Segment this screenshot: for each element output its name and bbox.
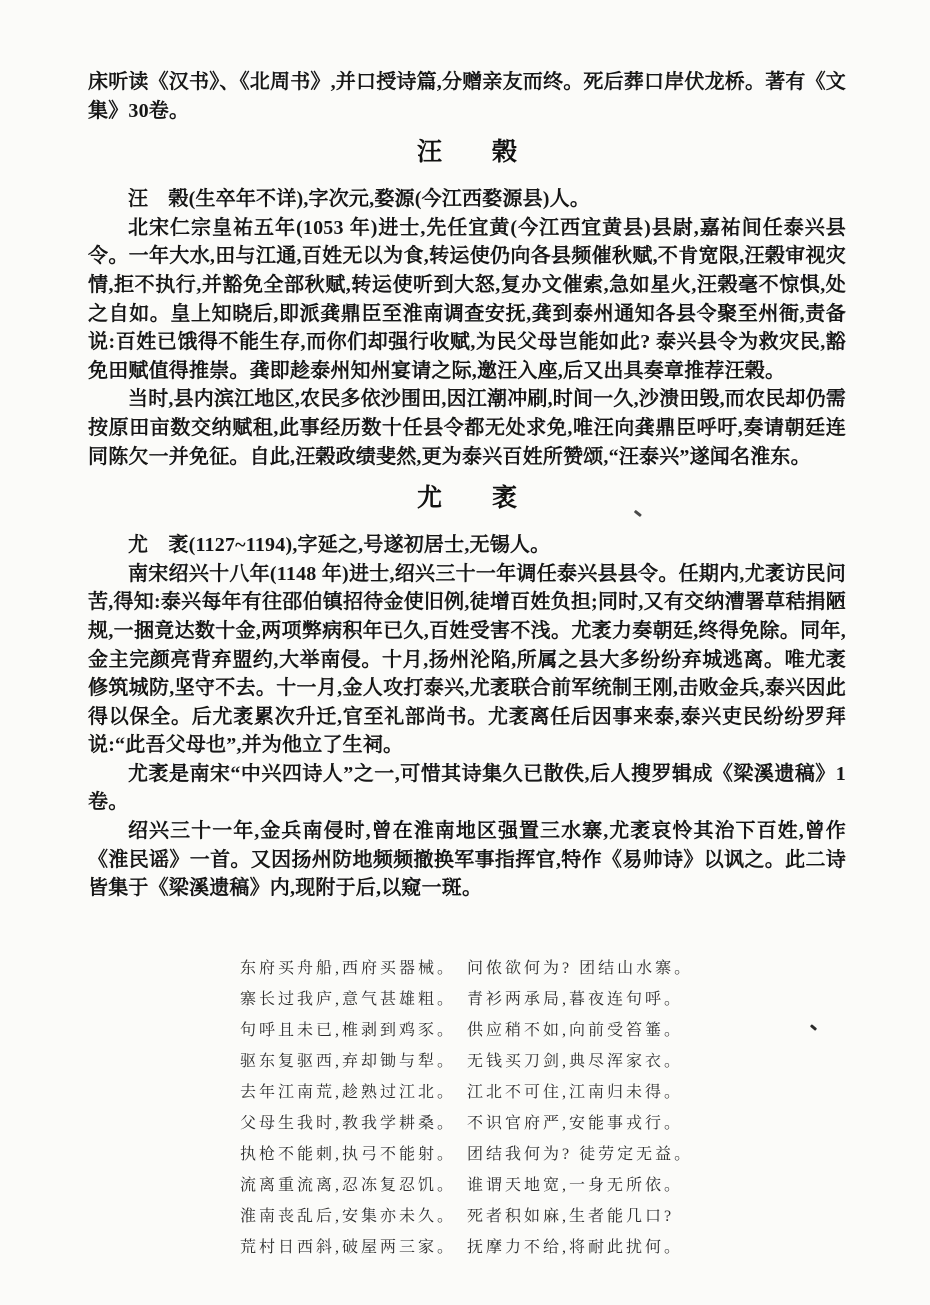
poem-line: 句呼且未已,椎剥到鸡豕。 供应稍不如,向前受笞箠。	[240, 1021, 684, 1039]
poem-line: 父母生我时,教我学耕桑。 不识官府严,安能事戎行。	[240, 1114, 684, 1132]
body-paragraph: 汪 榖(生卒年不详),字次元,婺源(今江西婺源县)人。	[128, 188, 591, 211]
body-paragraph: 当时,县内滨江地区,农民多依沙围田,因江潮冲刷,时间一久,沙溃田毁,而农民却仍需按原田亩数交纳赋租,此事经历数十任县令都无处求免,唯汪向龚鼎臣呼吁,奏请朝廷连同陈欠一并免征。自此,汪榖政绩斐然,更为泰兴百姓所赞颂,“汪泰兴”遂闻名淮东。	[88, 388, 846, 468]
poem-line: 淮南丧乱后,安集亦未久。 死者积如麻,生者能几口?	[240, 1207, 675, 1225]
poem-line: 执枪不能刺,执弓不能射。 团结我何为? 徒劳定无益。	[240, 1145, 694, 1163]
continuation-paragraph: 床听读《汉书》、《北周书》,并口授诗篇,分赠亲友而终。死后葬口岸伏龙桥。著有《文集》30卷。	[88, 71, 846, 122]
poem-line: 荒村日西斜,破屋两三家。 抚摩力不给,将耐此扰何。	[240, 1238, 684, 1256]
body-paragraph: 南宋绍兴十八年(1148 年)进士,绍兴三十一年调任泰兴县县令。任期内,尤袤访民问苦,得知:泰兴每年有往邵伯镇招待金使旧例,徒增百姓负担;同时,又有交纳漕署草秸捐陋规,一捆竟达数十金,两项弊病积年已久,百姓受害不浅。尤袤力奏朝廷,终得免除。同年,金主完颜亮背弃盟约,大举南侵。十月,扬州沦陷,所属之县大多纷纷弃城逃离。唯尤袤修筑城防,坚守不去。十一月,金人攻打泰兴,尤袤联合前军统制王刚,击败金兵,泰兴因此得以保全。后尤袤累次升迁,官至礼部尚书。尤袤离任后因事来泰,泰兴吏民纷纷罗拜说:“此吾父母也”,并为他立了生祠。	[88, 562, 846, 757]
body-paragraph: 北宋仁宗皇祐五年(1053 年)进士,先任宜黄(今江西宜黄县)县尉,嘉祐间任泰兴县令。一年大水,田与江通,百姓无以为食,转运使仍向各县频催秋赋,不肯宽限,汪榖审视灾情,拒不执行,并豁免全部秋赋,转运使听到大怒,复办文催索,急如星火,汪榖毫不惊惧,处之自如。皇上知晓后,即派龚鼎臣至淮南调查安抚,龚到泰州通知各县令聚至州衙,责备说:百姓已饿得不能生存,而你们却强行收赋,为民父母岂能如此? 泰兴县令为救灾民,豁免田赋值得推崇。龚即趁泰州知州宴请之际,邀汪入座,后又出具奏章推荐汪榖。	[88, 216, 846, 382]
body-paragraph: 尤袤是南宋“中兴四诗人”之一,可惜其诗集久已散佚,后人搜罗辑成《梁溪遗稿》1卷。	[88, 762, 846, 814]
body-paragraph: 尤 袤(1127~1194),字延之,号遂初居士,无锡人。	[128, 534, 551, 557]
section-heading-wang-gu: 汪 榖	[416, 139, 517, 167]
poem-line: 流离重流离,忍冻复忍饥。 谁谓天地宽,一身无所依。	[240, 1176, 684, 1194]
body-paragraph: 绍兴三十一年,金兵南侵时,曾在淮南地区强置三水寨,尤袤哀怜其治下百姓,曾作《淮民谣》一首。又因扬州防地频频撤换军事指挥官,特作《易帅诗》以讽之。此二诗皆集于《梁溪遗稿》内,现附于后,以窥一斑。	[88, 820, 846, 900]
poem-block	[240, 953, 846, 1263]
poem-line: 驱东复驱西,弃却锄与犁。 无钱买刀剑,典尽浑家衣。	[240, 1052, 684, 1070]
poem-line: 寨长过我庐,意气甚雄粗。 青衫两承局,暮夜连句呼。	[240, 990, 684, 1008]
poem-line: 东府买舟船,西府买器械。 问侬欲何为? 团结山水寨。	[240, 959, 694, 977]
section-heading-you-mao: 尤 袤	[416, 485, 517, 513]
poem-line: 去年江南荒,趁熟过江北。 江北不可住,江南归未得。	[240, 1083, 684, 1101]
